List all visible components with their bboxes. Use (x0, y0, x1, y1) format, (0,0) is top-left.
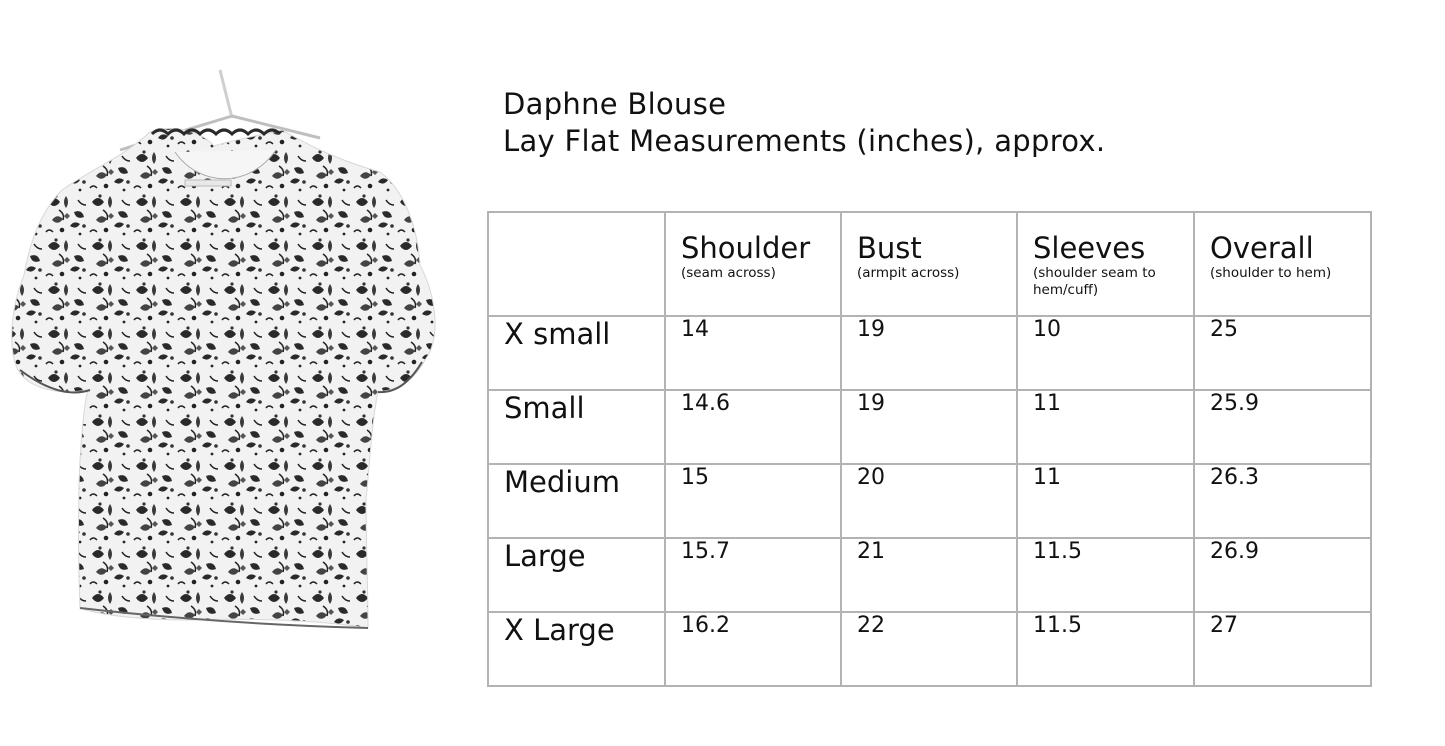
sleeves-value: 11.5 (1017, 538, 1194, 612)
column-header-label: Shoulder (681, 231, 811, 265)
column-header-sleeves (1017, 212, 1194, 316)
column-header-sublabel: (armpit across) (857, 265, 960, 281)
size-label: X small (488, 316, 665, 390)
shoulder-value: 14.6 (665, 390, 841, 464)
size-label: Large (488, 538, 665, 612)
size-label: Small (488, 390, 665, 464)
sleeves-value: 11 (1017, 390, 1194, 464)
sleeves-value: 10 (1017, 316, 1194, 390)
shoulder-value: 15.7 (665, 538, 841, 612)
blouse-photo (0, 60, 450, 660)
table-row-x-small (488, 316, 1371, 390)
column-header-sublabel: (seam across) (681, 265, 776, 281)
bust-value: 20 (841, 464, 1017, 538)
column-header-overall (1194, 212, 1371, 316)
bust-value: 19 (841, 316, 1017, 390)
overall-value: 25.9 (1194, 390, 1371, 464)
blouse-body (12, 128, 435, 628)
shoulder-value: 16.2 (665, 612, 841, 686)
overall-value: 25 (1194, 316, 1371, 390)
overall-value: 26.9 (1194, 538, 1371, 612)
shoulder-value: 14 (665, 316, 841, 390)
table-header-row (488, 212, 1371, 316)
corner-cell (488, 212, 665, 316)
table-row-medium (488, 464, 1371, 538)
table-row-x-large (488, 612, 1371, 686)
size-label: Medium (488, 464, 665, 538)
bust-value: 19 (841, 390, 1017, 464)
product-name: Daphne Blouse (503, 87, 727, 121)
bust-value: 22 (841, 612, 1017, 686)
size-chart-table (487, 211, 1372, 687)
title-block (503, 86, 1105, 160)
shoulder-value: 15 (665, 464, 841, 538)
column-header-bust (841, 212, 1017, 316)
column-header-shoulder (665, 212, 841, 316)
column-header-sublabel: (shoulder seam to hem/cuff) (1033, 265, 1156, 298)
overall-value: 26.3 (1194, 464, 1371, 538)
column-header-label: Sleeves (1033, 231, 1146, 265)
table-row-large (488, 538, 1371, 612)
column-header-label: Bust (857, 231, 922, 265)
table-caption: Lay Flat Measurements (inches), approx. (503, 124, 1106, 158)
sleeves-value: 11 (1017, 464, 1194, 538)
bust-value: 21 (841, 538, 1017, 612)
column-header-label: Overall (1210, 231, 1314, 265)
sleeves-value: 11.5 (1017, 612, 1194, 686)
overall-value: 27 (1194, 612, 1371, 686)
table-row-small (488, 390, 1371, 464)
column-header-sublabel: (shoulder to hem) (1210, 265, 1332, 281)
size-label: X Large (488, 612, 665, 686)
